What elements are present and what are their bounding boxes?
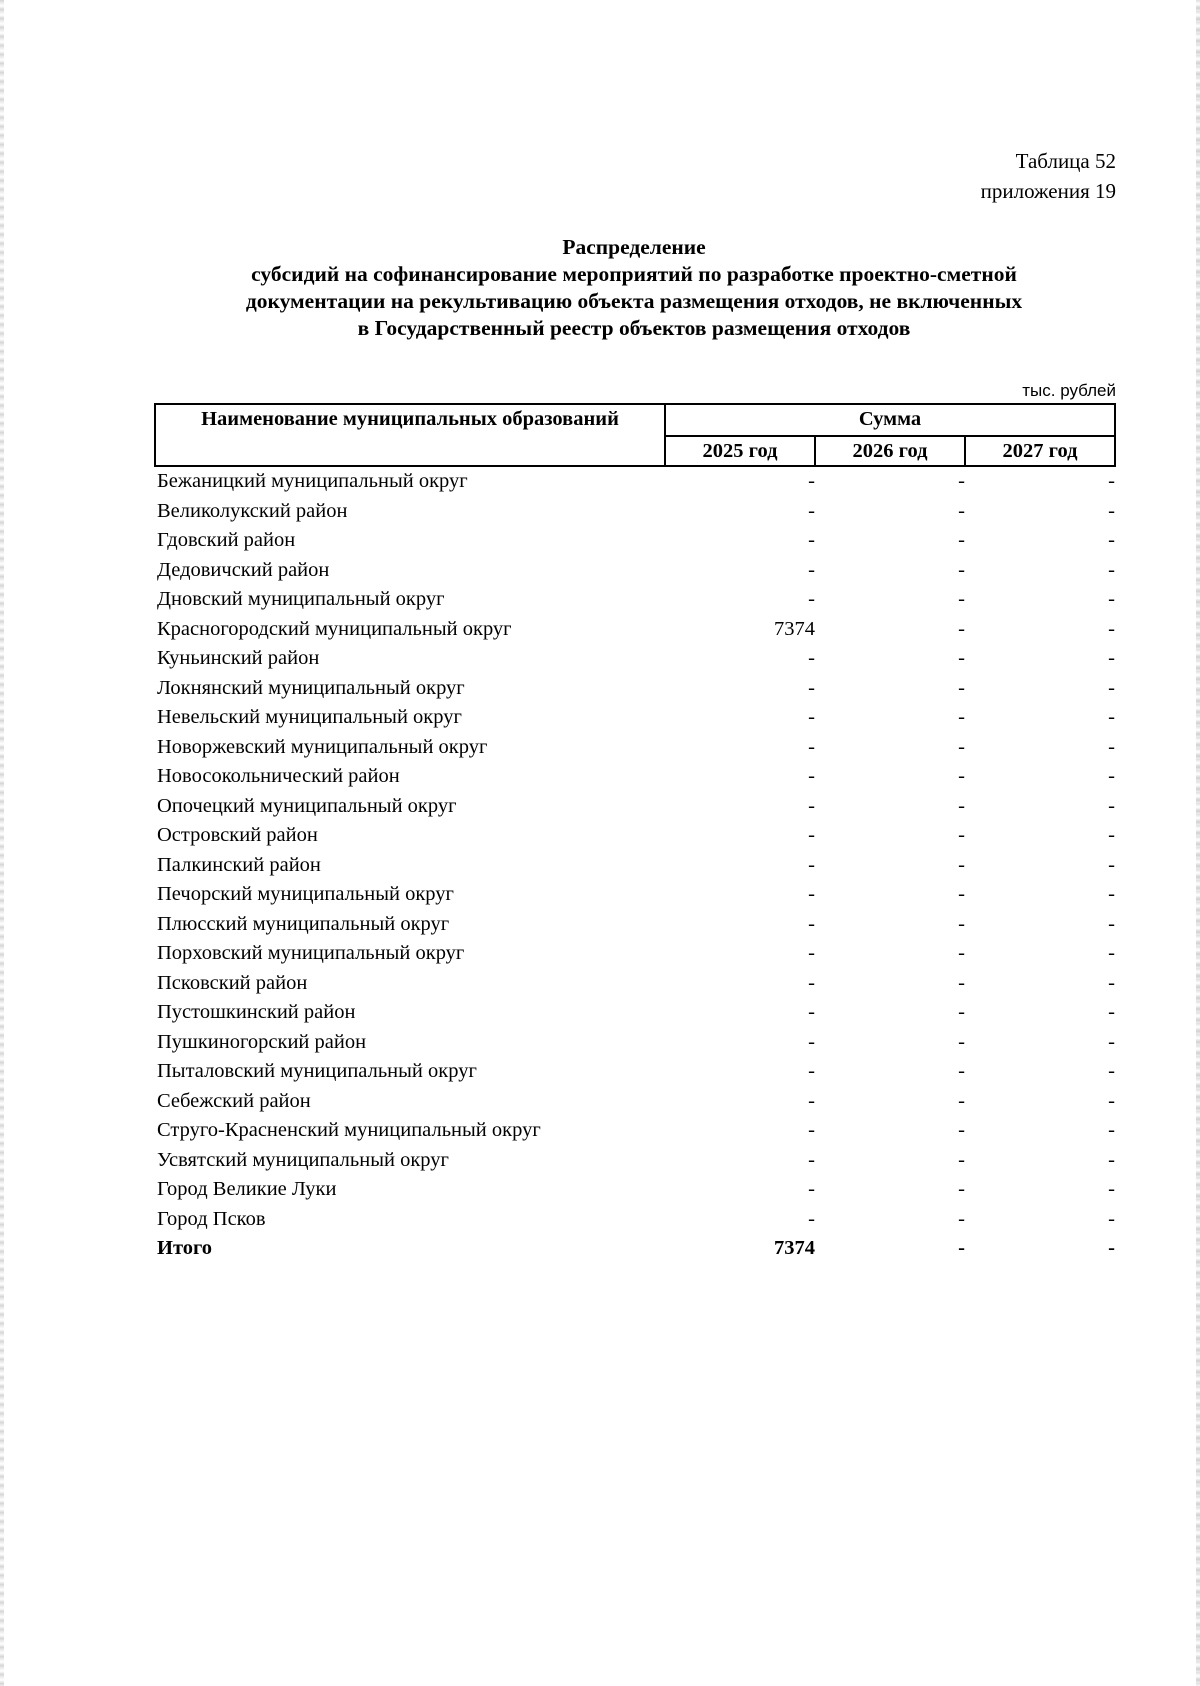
value-2025: - xyxy=(808,735,815,758)
municipality-name: Куньинский район xyxy=(157,647,320,670)
value-2027: - xyxy=(1108,1178,1115,1201)
value-2027: - xyxy=(1108,676,1115,699)
value-2026: - xyxy=(958,1030,965,1053)
table-body xyxy=(155,466,1115,1264)
distribution-table xyxy=(154,403,1116,1264)
municipality-name: Пушкиногорский район xyxy=(157,1030,367,1053)
total-2027: - xyxy=(1108,1237,1115,1260)
value-2027: - xyxy=(1108,1119,1115,1142)
table-row xyxy=(155,880,1115,910)
value-2025: - xyxy=(808,794,815,817)
table-row xyxy=(155,1028,1115,1058)
table-row xyxy=(155,674,1115,704)
value-2027: - xyxy=(1108,558,1115,581)
total-2026: - xyxy=(958,1237,965,1260)
value-2025: - xyxy=(808,470,815,493)
municipality-name: Псковский район xyxy=(157,971,308,994)
value-2026: - xyxy=(958,1207,965,1230)
column-header-sum: Сумма xyxy=(665,404,1115,436)
title-line-4: в Государственный реестр объектов размещения отходов xyxy=(357,316,911,340)
municipality-name: Невельский муниципальный округ xyxy=(157,706,462,729)
table-row xyxy=(155,792,1115,822)
value-2025: - xyxy=(808,499,815,522)
municipality-name: Красногородский муниципальный округ xyxy=(157,617,512,640)
title-line-1: Распределение xyxy=(562,235,706,259)
value-2027: - xyxy=(1108,1207,1115,1230)
municipality-name: Бежаницкий муниципальный округ xyxy=(157,470,468,493)
table-row xyxy=(155,1205,1115,1235)
municipality-name: Себежский район xyxy=(157,1089,311,1112)
table-row xyxy=(155,969,1115,999)
value-2026: - xyxy=(958,1148,965,1171)
table-row xyxy=(155,1175,1115,1205)
value-2027: - xyxy=(1108,765,1115,788)
value-2026: - xyxy=(958,912,965,935)
municipality-name: Опочецкий муниципальный округ xyxy=(157,794,457,817)
value-2025: - xyxy=(808,1089,815,1112)
scan-edge-right xyxy=(1196,0,1200,1686)
table-row xyxy=(155,615,1115,645)
value-2027: - xyxy=(1108,470,1115,493)
value-2025: - xyxy=(808,1178,815,1201)
value-2027: - xyxy=(1108,1089,1115,1112)
value-2025: - xyxy=(808,1119,815,1142)
value-2025: - xyxy=(808,971,815,994)
table-row xyxy=(155,998,1115,1028)
value-2026: - xyxy=(958,588,965,611)
table-row xyxy=(155,762,1115,792)
scan-edge-left xyxy=(0,0,4,1686)
value-2026: - xyxy=(958,765,965,788)
value-2025: - xyxy=(808,1001,815,1024)
total-2025: 7374 xyxy=(774,1237,815,1260)
table-row xyxy=(155,497,1115,527)
value-2026: - xyxy=(958,617,965,640)
value-2025: - xyxy=(808,883,815,906)
value-2026: - xyxy=(958,883,965,906)
table-row xyxy=(155,910,1115,940)
municipality-name: Город Великие Луки xyxy=(157,1178,337,1201)
column-header-name: Наименование муниципальных образований xyxy=(155,404,665,466)
column-header-2026: 2026 год xyxy=(815,436,965,466)
value-2025: - xyxy=(808,706,815,729)
value-2026: - xyxy=(958,1001,965,1024)
title-line-2: субсидий на софинансирование мероприятий по разработке проектно-сметной xyxy=(251,262,1017,286)
value-2026: - xyxy=(958,1119,965,1142)
municipality-name: Пыталовский муниципальный округ xyxy=(157,1060,477,1083)
value-2025: - xyxy=(808,558,815,581)
value-2026: - xyxy=(958,470,965,493)
value-2027: - xyxy=(1108,1148,1115,1171)
value-2027: - xyxy=(1108,853,1115,876)
value-2025: - xyxy=(808,1030,815,1053)
municipality-name: Новосокольнический район xyxy=(157,765,400,788)
table-row xyxy=(155,1057,1115,1087)
value-2027: - xyxy=(1108,706,1115,729)
table-row xyxy=(155,1087,1115,1117)
column-header-2025: 2025 год xyxy=(665,436,815,466)
value-2026: - xyxy=(958,529,965,552)
value-2026: - xyxy=(958,706,965,729)
value-2026: - xyxy=(958,942,965,965)
table-row xyxy=(155,644,1115,674)
total-label: Итого xyxy=(157,1237,213,1260)
value-2026: - xyxy=(958,794,965,817)
value-2026: - xyxy=(958,824,965,847)
value-2027: - xyxy=(1108,883,1115,906)
table-number: Таблица 52 xyxy=(1015,149,1116,173)
municipality-name: Печорский муниципальный округ xyxy=(157,883,454,906)
table-row xyxy=(155,556,1115,586)
value-2027: - xyxy=(1108,794,1115,817)
table-row xyxy=(155,821,1115,851)
value-2026: - xyxy=(958,676,965,699)
value-2026: - xyxy=(958,647,965,670)
value-2027: - xyxy=(1108,971,1115,994)
table-row xyxy=(155,466,1115,497)
value-2025: - xyxy=(808,912,815,935)
value-2025: - xyxy=(808,1148,815,1171)
value-2027: - xyxy=(1108,1030,1115,1053)
municipality-name: Плюсский муниципальный округ xyxy=(157,912,450,935)
table-reference xyxy=(981,146,1116,206)
value-2027: - xyxy=(1108,529,1115,552)
appendix-number: приложения 19 xyxy=(980,179,1116,203)
municipality-name: Город Псков xyxy=(157,1207,266,1230)
municipality-name: Локнянский муниципальный округ xyxy=(157,676,465,699)
value-2026: - xyxy=(958,499,965,522)
table-row xyxy=(155,526,1115,556)
table-row xyxy=(155,585,1115,615)
municipality-name: Пустошкинский район xyxy=(157,1001,356,1024)
table-row xyxy=(155,1116,1115,1146)
value-2026: - xyxy=(958,971,965,994)
column-header-2027: 2027 год xyxy=(965,436,1115,466)
value-2027: - xyxy=(1108,824,1115,847)
value-2027: - xyxy=(1108,942,1115,965)
municipality-name: Дедовичский район xyxy=(157,558,330,581)
value-2027: - xyxy=(1108,1060,1115,1083)
municipality-name: Струго-Красненский муниципальный округ xyxy=(157,1119,541,1142)
municipality-name: Новоржевский муниципальный округ xyxy=(157,735,488,758)
table-row xyxy=(155,733,1115,763)
municipality-name: Дновский муниципальный округ xyxy=(157,588,445,611)
municipality-name: Островский район xyxy=(157,824,318,847)
value-2026: - xyxy=(958,853,965,876)
value-2025: - xyxy=(808,676,815,699)
title-line-3: документации на рекультивацию объекта размещения отходов, не включенных xyxy=(245,289,1023,313)
value-2026: - xyxy=(958,558,965,581)
value-2025: - xyxy=(808,853,815,876)
value-2025: 7374 xyxy=(774,617,815,640)
value-2027: - xyxy=(1108,499,1115,522)
table-row xyxy=(155,703,1115,733)
value-2027: - xyxy=(1108,912,1115,935)
total-row xyxy=(155,1234,1115,1264)
value-2026: - xyxy=(958,1060,965,1083)
value-2027: - xyxy=(1108,588,1115,611)
municipality-name: Гдовский район xyxy=(157,529,296,552)
units-label: тыс. рублей xyxy=(1022,381,1116,400)
value-2027: - xyxy=(1108,735,1115,758)
value-2025: - xyxy=(808,942,815,965)
value-2025: - xyxy=(808,1060,815,1083)
value-2026: - xyxy=(958,1178,965,1201)
table-row xyxy=(155,1146,1115,1176)
table-row xyxy=(155,939,1115,969)
value-2025: - xyxy=(808,647,815,670)
municipality-name: Порховский муниципальный округ xyxy=(157,942,465,965)
value-2026: - xyxy=(958,735,965,758)
value-2025: - xyxy=(808,1207,815,1230)
municipality-name: Усвятский муниципальный округ xyxy=(157,1148,449,1171)
document-title xyxy=(150,234,1118,342)
value-2025: - xyxy=(808,588,815,611)
municipality-name: Великолукский район xyxy=(157,499,348,522)
value-2027: - xyxy=(1108,1001,1115,1024)
table-row xyxy=(155,851,1115,881)
value-2027: - xyxy=(1108,617,1115,640)
municipality-name: Палкинский район xyxy=(157,853,321,876)
value-2026: - xyxy=(958,1089,965,1112)
value-2027: - xyxy=(1108,647,1115,670)
value-2025: - xyxy=(808,529,815,552)
value-2025: - xyxy=(808,765,815,788)
value-2025: - xyxy=(808,824,815,847)
